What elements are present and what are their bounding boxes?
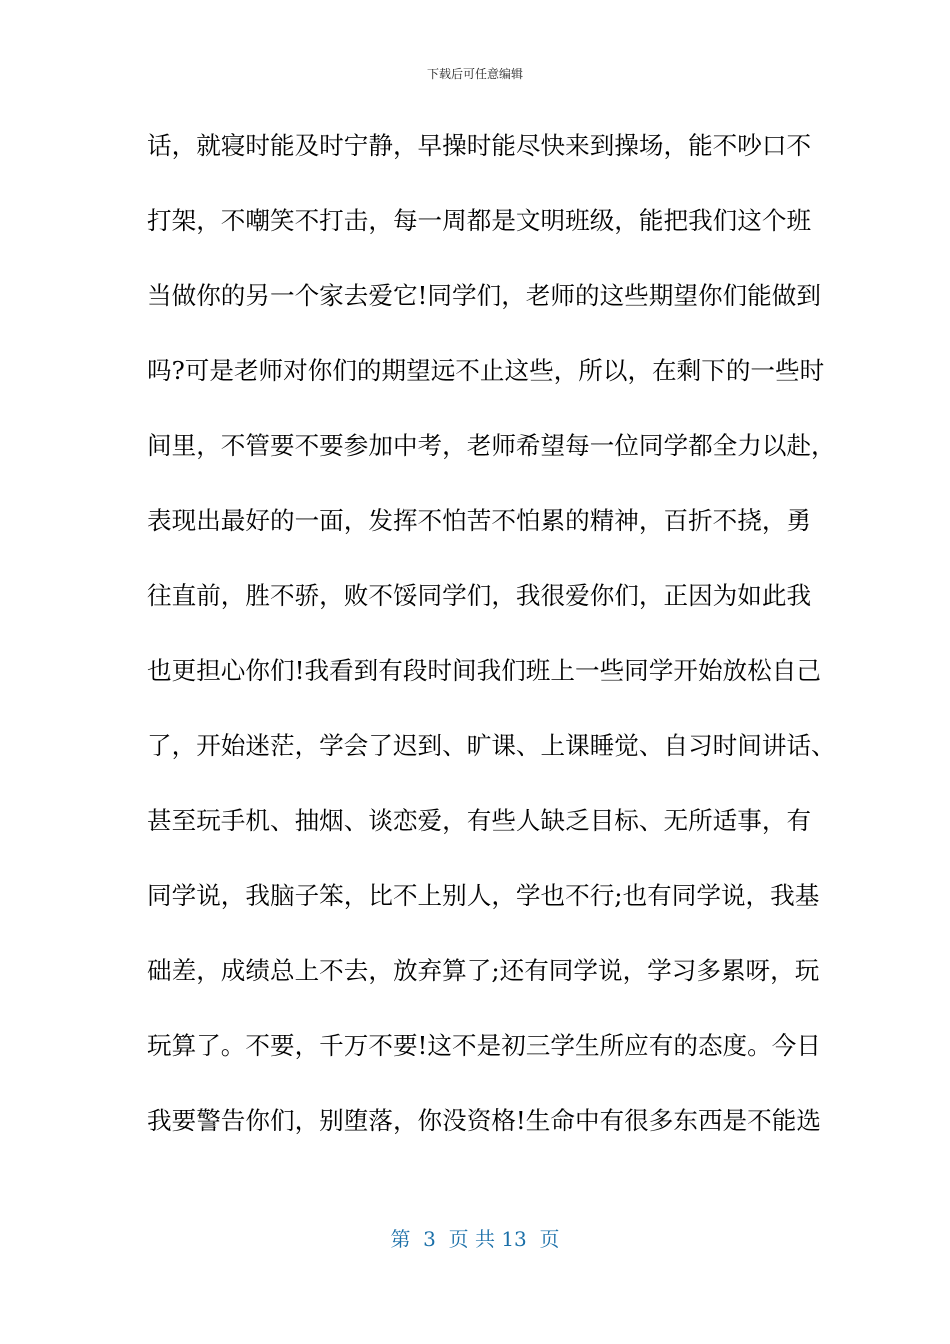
text-line: 吗?可是老师对你们的期望远不止这些，所以，在剩下的一些时 [147, 356, 825, 385]
text-line: 同学说，我脑子笨，比不上别人，学也不行;也有同学说，我基 [147, 881, 820, 910]
text-line: 打架，不嘲笑不打击，每一周都是文明班级，能把我们这个班 [147, 206, 812, 235]
body-text [147, 124, 836, 1174]
text-line: 也更担心你们!我看到有段时间我们班上一些同学开始放松自己 [147, 656, 821, 685]
text-line: 表现出最好的一面，发挥不怕苦不怕累的精神，百折不挠，勇 [147, 506, 812, 535]
page-header: 下载后可任意编辑 [426, 67, 523, 81]
text-line: 当做你的另一个家去爱它!同学们，老师的这些期望你们能做到 [147, 281, 821, 310]
text-line: 往直前，胜不骄，败不馁同学们，我很爱你们，正因为如此我 [147, 581, 812, 610]
text-line: 了，开始迷茫，学会了迟到、旷课、上课睡觉、自习时间讲话、 [147, 731, 836, 760]
text-line: 甚至玩手机、抽烟、谈恋爱，有些人缺乏目标、无所适事，有 [147, 806, 812, 835]
text-line: 我要警告你们，别堕落，你没资格!生命中有很多东西是不能选 [147, 1106, 821, 1135]
text-line: 话，就寝时能及时宁静，早操时能尽快来到操场，能不吵口不 [147, 131, 812, 160]
text-line: 间里，不管要不要参加中考，老师希望每一位同学都全力以赴， [147, 431, 836, 460]
page-number-footer: 第 3 页 共 13 页 [390, 1227, 560, 1251]
text-line: 玩算了。不要，千万不要!这不是初三学生所应有的态度。今日 [147, 1031, 821, 1060]
text-line: 础差，成绩总上不去，放弃算了;还有同学说，学习多累呀，玩 [147, 956, 820, 985]
